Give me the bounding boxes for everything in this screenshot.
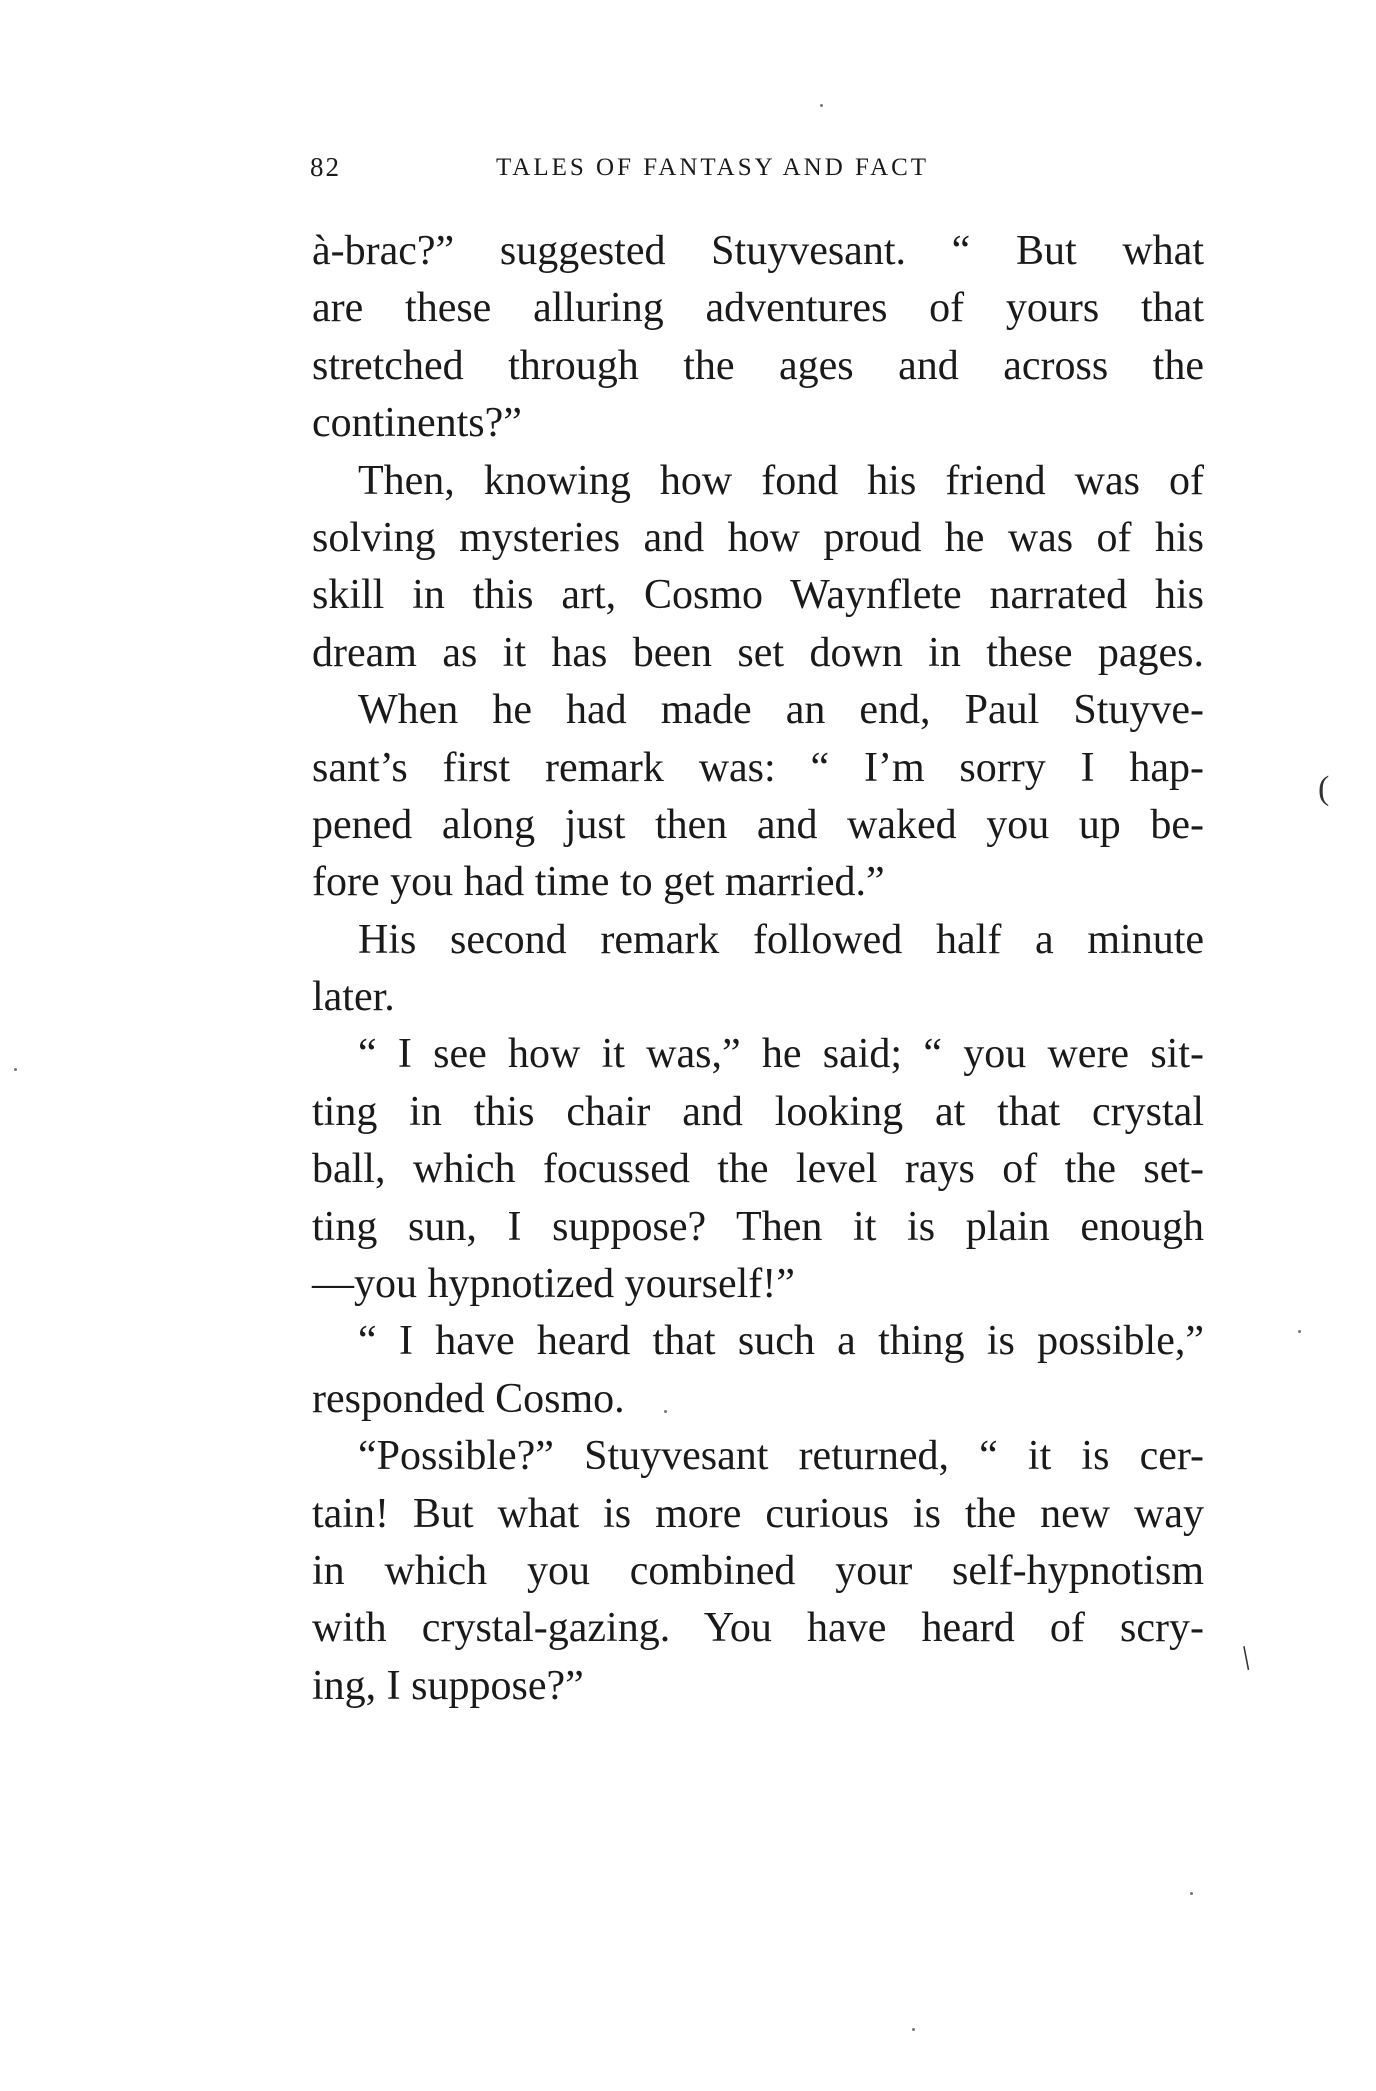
paper-speck [664, 1410, 667, 1413]
text-line: with crystal-gazing. You have heard of scry- [312, 1605, 1204, 1652]
text-line: tain! But what is more curious is the new way [312, 1490, 1204, 1537]
text-line: stretched through the ages and across the [312, 342, 1204, 389]
text-line: in which you combined your self-hypnotism [312, 1547, 1204, 1594]
text-line: dream as it has been set down in these pages. [312, 629, 1204, 676]
text-line: “ I have heard that such a thing is possible,” [358, 1318, 1204, 1365]
text-line: fore you had time to get married.” [312, 859, 885, 906]
paper-speck [820, 104, 823, 107]
page-header [310, 152, 1200, 192]
text-line: solving mysteries and how proud he was of his [312, 514, 1204, 561]
text-line: à-brac?” suggested Stuyvesant. “ But what [312, 228, 1204, 274]
paper-speck [1190, 1892, 1193, 1895]
text-line: continents?” [312, 400, 522, 447]
text-line: later. [312, 974, 395, 1021]
text-line: —you hypnotized yourself!” [312, 1261, 795, 1308]
text-line: His second remark followed half a minute [358, 916, 1204, 963]
text-line: pened along just then and waked you up be- [312, 801, 1204, 848]
text-line: “Possible?” Stuyvesant returned, “ it is cer- [358, 1433, 1204, 1480]
text-line: When he had made an end, Paul Stuyve- [358, 687, 1204, 734]
text-line: responded Cosmo. [312, 1375, 625, 1422]
text-line: ing, I suppose?” [312, 1662, 584, 1709]
page-number: 82 [310, 152, 341, 182]
body-text [312, 223, 1204, 1715]
text-line: sant’s first remark was: “ I’m sorry I hap- [312, 744, 1204, 791]
text-line: skill in this art, Cosmo Waynflete narrated his [312, 572, 1204, 619]
text-line: Then, knowing how fond his friend was of [358, 457, 1204, 504]
running-title: TALES OF FANTASY AND FACT [496, 154, 930, 181]
paper-speck [1298, 1330, 1301, 1333]
margin-pencil-mark: / [1233, 1640, 1260, 1677]
text-line: are these alluring adventures of yours that [312, 285, 1204, 332]
text-line: ting sun, I suppose? Then it is plain enough [312, 1203, 1204, 1250]
text-line: ball, which focussed the level rays of the set- [312, 1146, 1204, 1193]
text-line: ting in this chair and looking at that crystal [312, 1088, 1204, 1135]
text-line: “ I see how it was,” he said; “ you were sit- [358, 1031, 1204, 1078]
margin-pencil-mark: ( [1318, 770, 1330, 807]
paper-speck [14, 1068, 17, 1071]
paper-speck [912, 2028, 915, 2031]
